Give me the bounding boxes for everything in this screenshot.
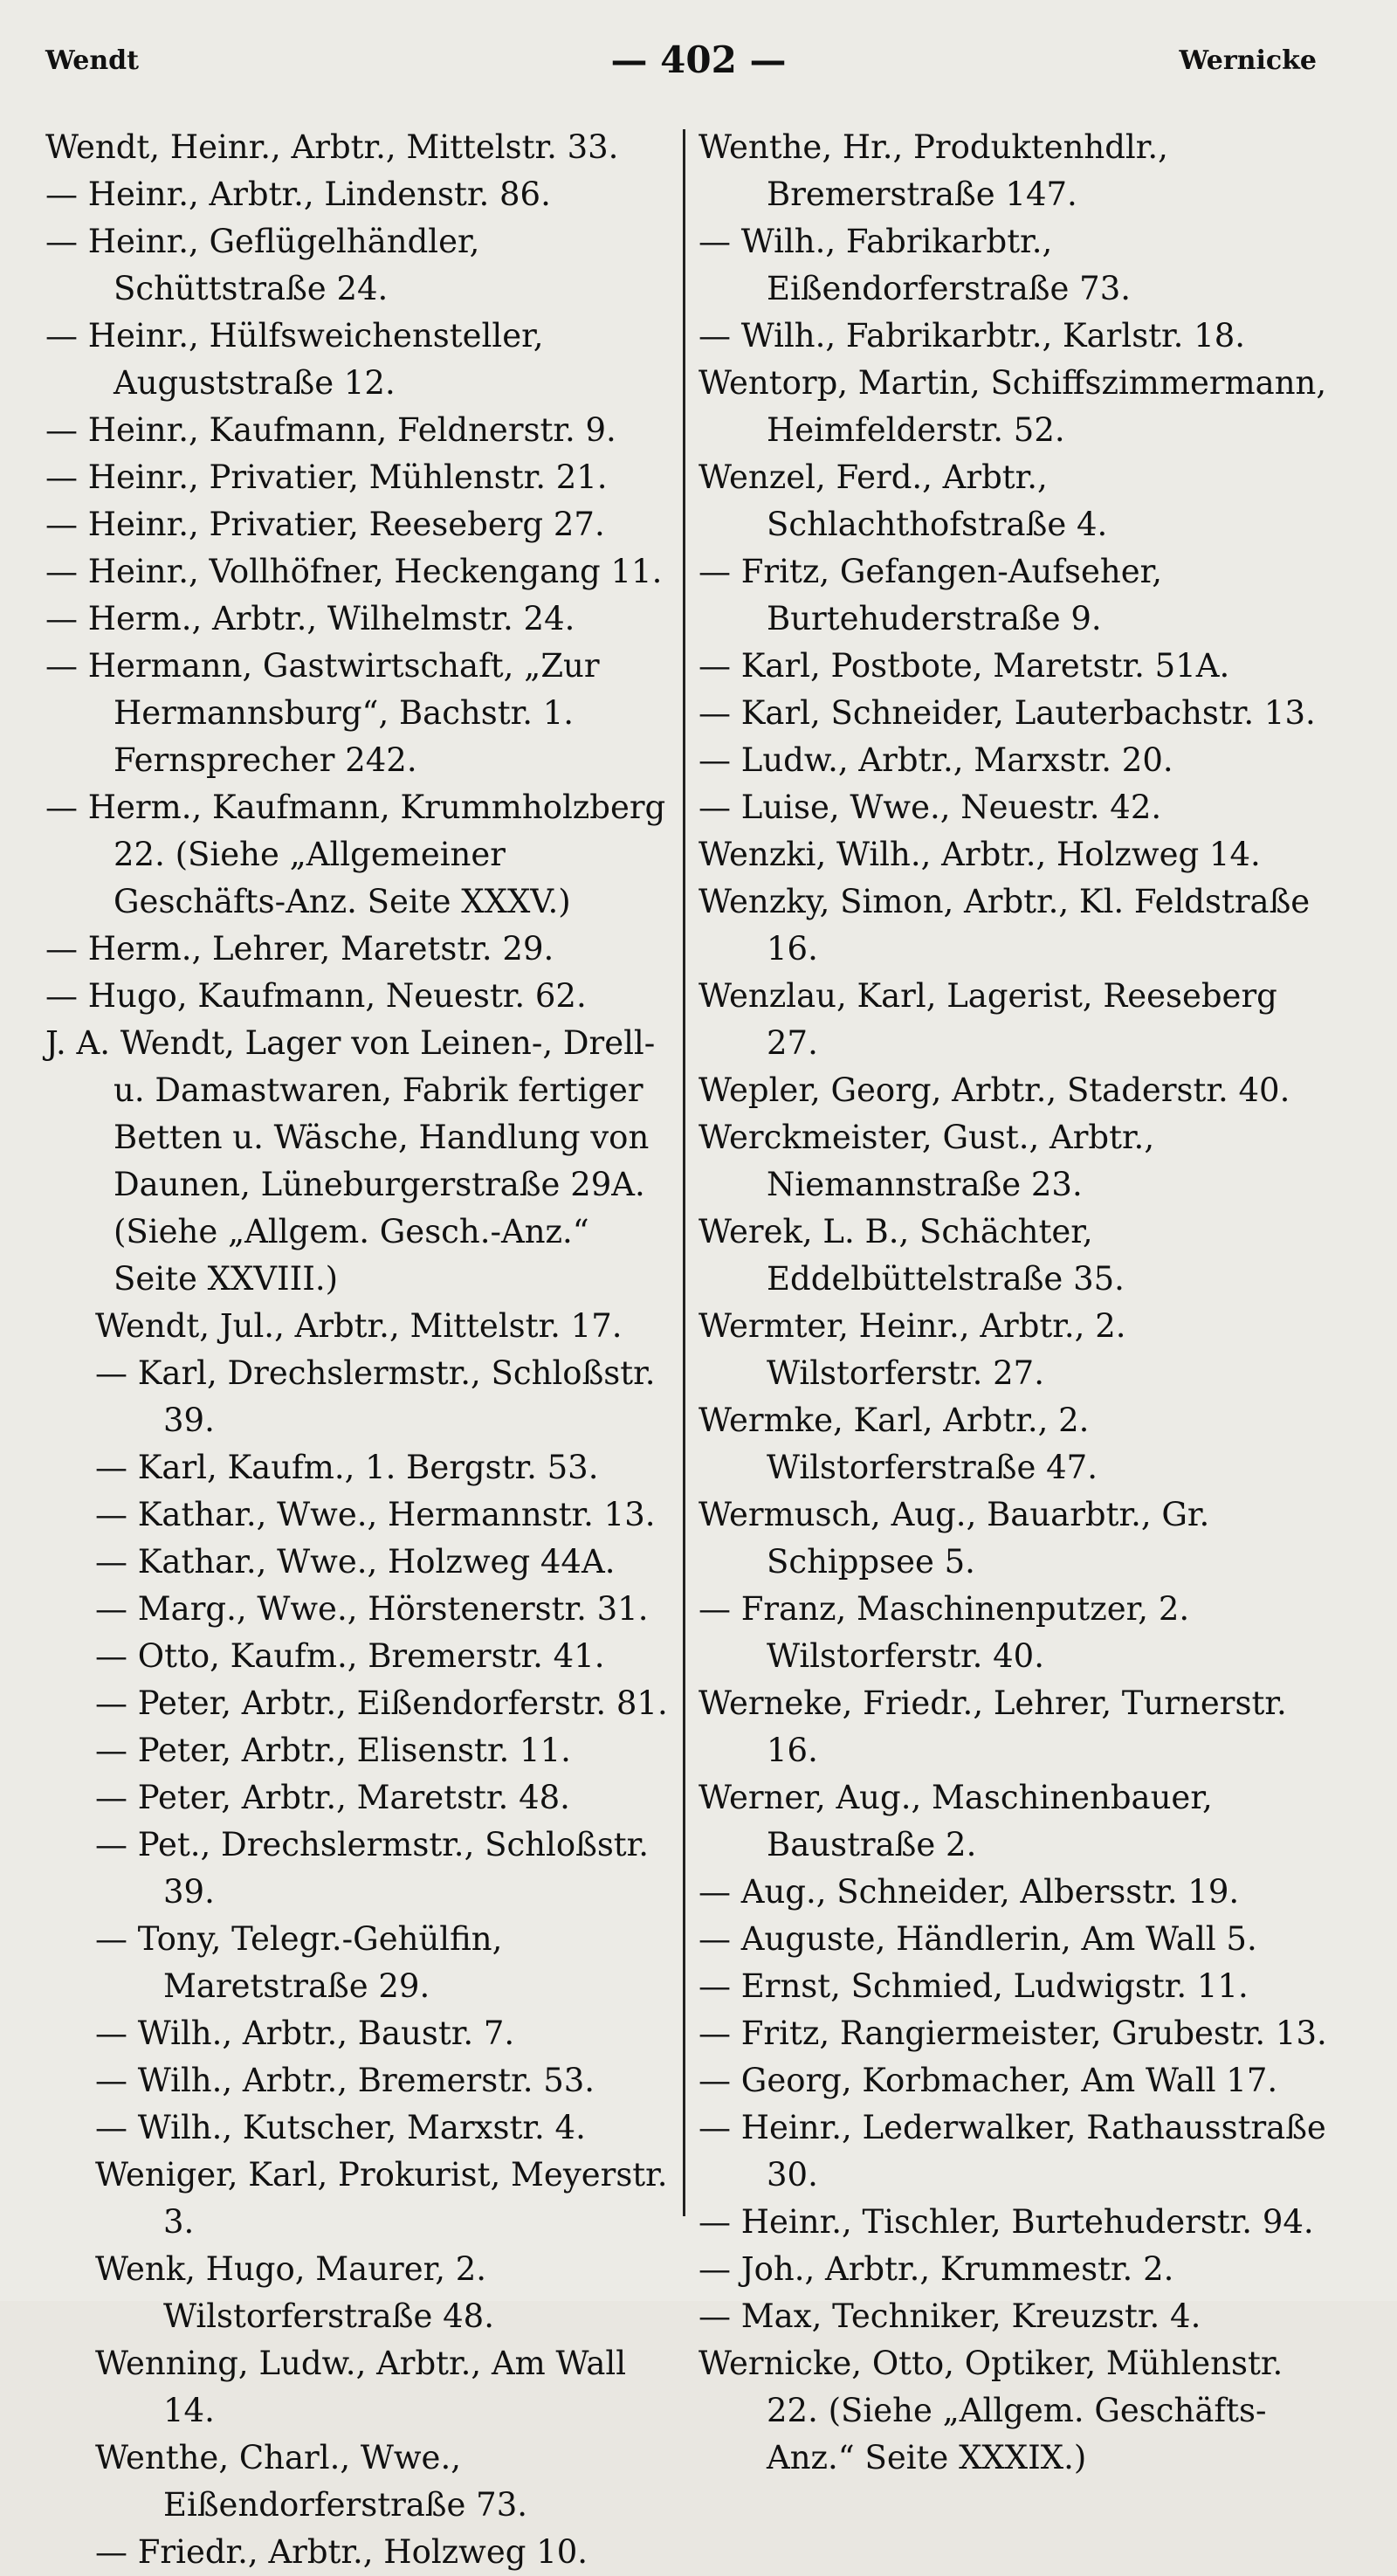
directory-entry: Wenzlau, Karl, Lagerist, Reeseberg 27. (698, 977, 1277, 1062)
directory-entry: — Kathar., Wwe., Holzweg 44A. (95, 1543, 616, 1581)
directory-entry: Wendt, Jul., Arbtr., Mittelstr. 17. (95, 1307, 623, 1345)
directory-entry: Werner, Aug., Maschinenbauer, Baustraße 2. (698, 1779, 1213, 1863)
column-divider (683, 129, 685, 2216)
directory-entry: — Wilh., Fabrikarbtr., Eißendorferstraße 73. (698, 223, 1132, 307)
directory-entry: Wentorp, Martin, Schiffszimmermann, Heimfelderstr. 52. (698, 364, 1327, 449)
directory-entry: Werneke, Friedr., Lehrer, Turnerstr. 16. (698, 1684, 1287, 1769)
directory-entry: — Friedr., Arbtr., Holzweg 10. (95, 2533, 588, 2571)
directory-entry: — Heinr., Vollhöfner, Heckengang 11. (45, 553, 663, 590)
directory-entry: Wermter, Heinr., Arbtr., 2. Wilstorferstr. 27. (698, 1307, 1126, 1392)
directory-entry: — Karl, Postbote, Maretstr. 51A. (698, 647, 1230, 685)
directory-entry: — Wilh., Arbtr., Bremerstr. 53. (95, 2062, 595, 2099)
directory-entry: — Wilh., Fabrikarbtr., Karlstr. 18. (698, 317, 1246, 355)
directory-entry: — Auguste, Händlerin, Am Wall 5. (698, 1920, 1257, 1958)
directory-entry: — Hermann, Gastwirtschaft, „Zur Hermannsburg“, Bachstr. 1. Fernsprecher 242. (45, 647, 600, 779)
directory-entry: Wenzky, Simon, Arbtr., Kl. Feldstraße 16. (698, 883, 1311, 968)
directory-entry: — Herm., Arbtr., Wilhelmstr. 24. (45, 600, 575, 637)
directory-entry: — Marg., Wwe., Hörstenerstr. 31. (95, 1590, 649, 1628)
page-number: — 402 — (610, 38, 787, 81)
directory-entry: — Karl, Schneider, Lauterbachstr. 13. (698, 694, 1316, 732)
running-head-left: Wendt (45, 45, 139, 76)
directory-entry: — Wilh., Kutscher, Marxstr. 4. (95, 2109, 586, 2146)
directory-entry: — Herm., Lehrer, Maretstr. 29. (45, 930, 554, 968)
right-column (698, 124, 1327, 2482)
directory-entry: — Heinr., Kaufmann, Feldnerstr. 9. (45, 411, 616, 449)
directory-entry: Wernicke, Otto, Optiker, Mühlenstr. 22. (Siehe „Allgem. Geschäfts-Anz.“ Seite XXXIX.) (698, 2345, 1283, 2476)
directory-entry: Wenzki, Wilh., Arbtr., Holzweg 14. (698, 836, 1261, 873)
directory-entry: — Franz, Maschinenputzer, 2. Wilstorferstr. 40. (698, 1590, 1190, 1675)
directory-entry: — Luise, Wwe., Neuestr. 42. (698, 789, 1162, 826)
directory-entry: — Peter, Arbtr., Maretstr. 48. (95, 1779, 570, 1816)
directory-entry: — Georg, Korbmacher, Am Wall 17. (698, 2062, 1278, 2099)
directory-entry: — Karl, Drechslermstr., Schloßstr. 39. (95, 1354, 656, 1439)
directory-entry: — Karl, Kaufm., 1. Bergstr. 53. (95, 1449, 599, 1486)
directory-entry: — Ernst, Schmied, Ludwigstr. 11. (698, 1967, 1249, 2005)
directory-entry: Wenzel, Ferd., Arbtr., Schlachthofstraße 4. (698, 458, 1108, 543)
directory-entry: — Max, Techniker, Kreuzstr. 4. (698, 2297, 1201, 2335)
directory-entry: — Fritz, Rangiermeister, Grubestr. 13. (698, 2015, 1327, 2052)
directory-entry: — Heinr., Geflügelhändler, Schüttstraße 24. (45, 223, 480, 307)
directory-entry: — Otto, Kaufm., Bremerstr. 41. (95, 1637, 605, 1675)
directory-entry: Werckmeister, Gust., Arbtr., Niemannstraße 23. (698, 1119, 1155, 1203)
directory-entry: Wenning, Ludw., Arbtr., Am Wall 14. (95, 2345, 627, 2429)
directory-entry: — Pet., Drechslermstr., Schloßstr. 39. (95, 1826, 650, 1911)
directory-entry: — Wilh., Arbtr., Baustr. 7. (95, 2015, 515, 2052)
directory-entry: — Heinr., Tischler, Burtehuderstr. 94. (698, 2203, 1314, 2241)
directory-entry: — Aug., Schneider, Albersstr. 19. (698, 1873, 1240, 1911)
directory-entry: — Peter, Arbtr., Elisenstr. 11. (95, 1732, 571, 1769)
directory-entry: — Heinr., Lederwalker, Rathausstraße 30. (698, 2109, 1326, 2194)
directory-entry: Wermke, Karl, Arbtr., 2. Wilstorferstraße 47. (698, 1402, 1098, 1486)
directory-entry: — Heinr., Hülfsweichensteller, Auguststraße 12. (45, 317, 544, 402)
directory-entry: Wendt, Heinr., Arbtr., Mittelstr. 33. (45, 128, 619, 166)
directory-entry: Werek, L. B., Schächter, Eddelbüttelstraße 35. (698, 1213, 1125, 1298)
directory-entry: — Tony, Telegr.-Gehülfin, Maretstraße 29. (95, 1920, 503, 2005)
directory-entry: — Fritz, Gefangen-Aufseher, Burtehuderstraße 9. (698, 553, 1163, 637)
directory-entry: — Hugo, Kaufmann, Neuestr. 62. (45, 977, 587, 1015)
left-column (45, 124, 672, 2576)
running-head-right: Wernicke (1179, 45, 1317, 76)
directory-entry: — Herm., Kaufmann, Krummholzberg 22. (Siehe „Allgemeiner Geschäfts-Anz. Seite XXXV.) (45, 789, 666, 920)
directory-entry: Wermusch, Aug., Bauarbtr., Gr. Schippsee 5. (698, 1496, 1210, 1581)
directory-entry: — Heinr., Arbtr., Lindenstr. 86. (45, 176, 551, 213)
directory-entry: — Heinr., Privatier, Reeseberg 27. (45, 506, 605, 543)
directory-entry: Wenthe, Charl., Wwe., Eißendorferstraße 73. (95, 2439, 528, 2524)
directory-entry: J. A. Wendt, Lager von Leinen-, Drell- u. Damastwaren, Fabrik fertiger Betten u. Wäsche, Handlung von Daunen, Lüneburgerstraße 29A. (Siehe „Allgem. Gesch.-Anz.“ Seite XXVIII.) (45, 1024, 656, 1298)
directory-entry: — Peter, Arbtr., Eißendorferstr. 81. (95, 1684, 668, 1722)
directory-entry: Wepler, Georg, Arbtr., Staderstr. 40. (698, 1071, 1290, 1109)
directory-entry: Wenk, Hugo, Maurer, 2. Wilstorferstraße 48. (95, 2250, 494, 2335)
directory-entry: — Kathar., Wwe., Hermannstr. 13. (95, 1496, 656, 1533)
directory-entry: Wenthe, Hr., Produktenhdlr., Bremerstraße 147. (698, 128, 1168, 213)
directory-entry: — Joh., Arbtr., Krummestr. 2. (698, 2250, 1174, 2288)
directory-entry: — Heinr., Privatier, Mühlenstr. 21. (45, 458, 608, 496)
directory-entry: Weniger, Karl, Prokurist, Meyerstr. 3. (95, 2156, 668, 2241)
directory-entry: — Ludw., Arbtr., Marxstr. 20. (698, 741, 1173, 779)
